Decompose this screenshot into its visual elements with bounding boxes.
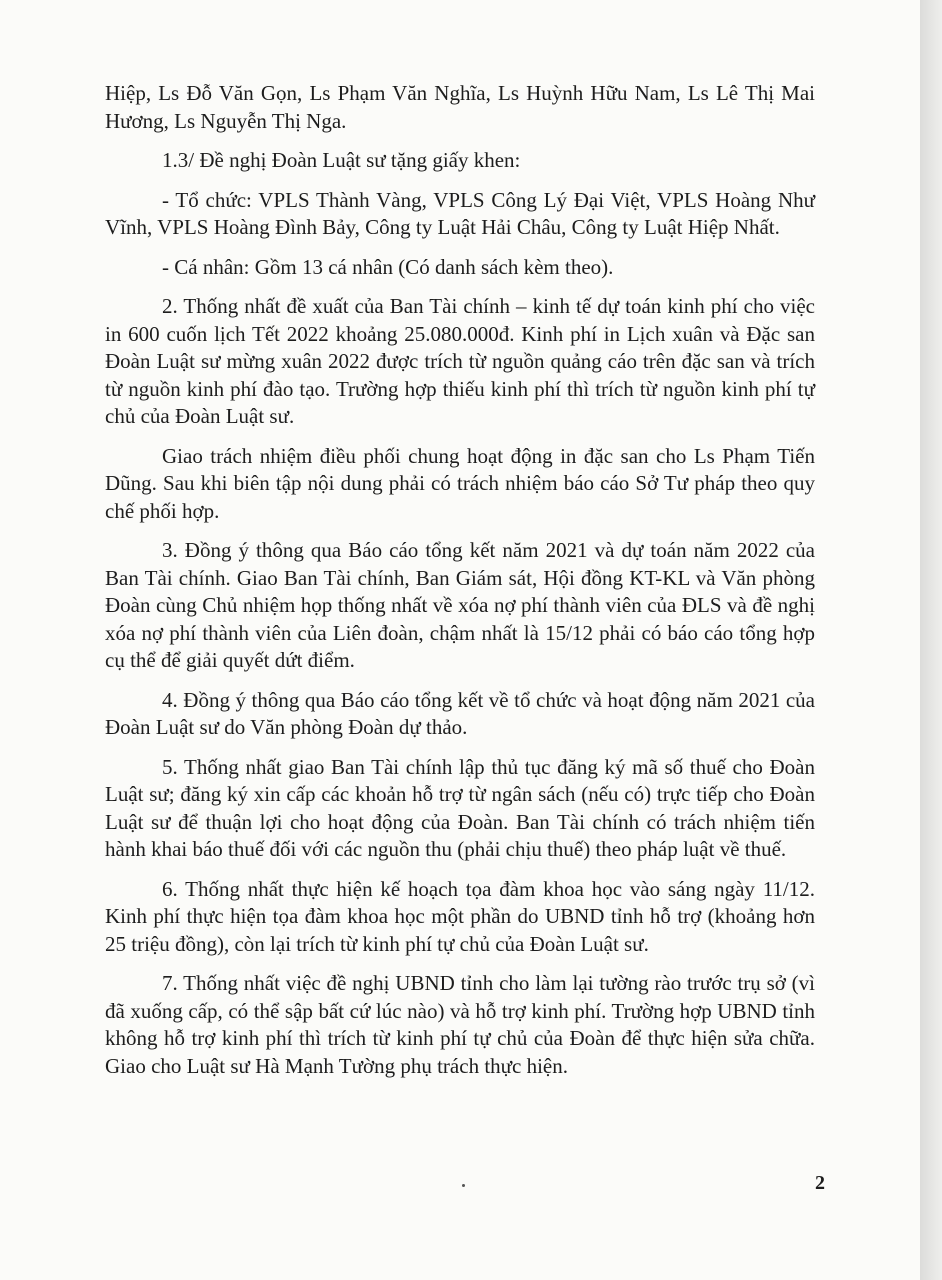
paragraph-award-list-continued: Hiệp, Ls Đỗ Văn Gọn, Ls Phạm Văn Nghĩa, Ls Huỳnh Hữu Nam, Ls Lê Thị Mai Hương, Ls Nguyễn Thị Nga. [105, 81, 815, 133]
document-body [105, 80, 815, 1092]
paragraph-item-2: 2. Thống nhất đề xuất của Ban Tài chính – kinh tế dự toán kinh phí cho việc in 600 cuốn lịch Tết 2022 khoảng 25.080.000đ. Kinh phí in Lịch xuân và Đặc san Đoàn Luật sư mừng xuân 2022 được trích từ nguồn quảng cáo trên đặc san và trích từ nguồn kinh phí đào tạo. Trường hợp thiếu kinh phí thì trích từ nguồn kinh phí tự chủ của Đoàn Luật sư. [105, 294, 815, 428]
page-edge-shadow [920, 0, 942, 1280]
paragraph-individuals: - Cá nhân: Gồm 13 cá nhân (Có danh sách kèm theo). [162, 254, 614, 279]
paragraph-item-6: 6. Thống nhất thực hiện kế hoạch tọa đàm khoa học vào sáng ngày 11/12. Kinh phí thực hiện tọa đàm khoa học một phần do UBND tỉnh hỗ trợ (khoảng hơn 25 triệu đồng), còn lại trích từ kinh phí tự chủ của Đoàn Luật sư. [105, 876, 815, 956]
paragraph-item-4: 4. Đồng ý thông qua Báo cáo tổng kết về tổ chức và hoạt động năm 2021 của Đoàn Luật sư do Văn phòng Đoàn dự thảo. [105, 687, 815, 739]
paragraph-item-7: 7. Thống nhất việc đề nghị UBND tỉnh cho làm lại tường rào trước trụ sở (vì đã xuống cấp, có thể sập bất cứ lúc nào) và hỗ trợ kinh phí. Trường hợp UBND tỉnh không hỗ trợ kinh phí thì trích từ kinh phí tự chủ của Đoàn để thực hiện sửa chữa. Giao cho Luật sư Hà Mạnh Tường phụ trách thực hiện. [105, 971, 815, 1078]
paragraph-item-2-assignment: Giao trách nhiệm điều phối chung hoạt động in đặc san cho Ls Phạm Tiến Dũng. Sau khi biên tập nội dung phải có trách nhiệm báo cáo Sở Tư pháp theo quy chế phối hợp. [105, 443, 815, 523]
paragraph-organizations: - Tổ chức: VPLS Thành Vàng, VPLS Công Lý Đại Việt, VPLS Hoàng Như Vĩnh, VPLS Hoàng Đình Bảy, Công ty Luật Hải Châu, Công ty Luật Hiệp Nhất. [105, 187, 815, 239]
page-number: 2 [815, 1172, 825, 1194]
paragraph-item-5: 5. Thống nhất giao Ban Tài chính lập thủ tục đăng ký mã số thuế cho Đoàn Luật sư; đăng ký xin cấp các khoản hỗ trợ từ ngân sách (nếu có) trực tiếp cho Đoàn Luật sư để thuận lợi cho hoạt động của Đoàn. Ban Tài chính có trách nhiệm tiến hành khai báo thuế đối với các nguồn thu (phải chịu thuế) theo pháp luật về thuế. [105, 754, 815, 861]
paragraph-section-1-3: 1.3/ Đề nghị Đoàn Luật sư tặng giấy khen: [162, 148, 521, 172]
scan-speck [462, 1184, 465, 1187]
paragraph-item-3: 3. Đồng ý thông qua Báo cáo tổng kết năm 2021 và dự toán năm 2022 của Ban Tài chính. Giao Ban Tài chính, Ban Giám sát, Hội đồng KT-KL và Văn phòng Đoàn cùng Chủ nhiệm họp thống nhất về xóa nợ phí thành viên của ĐLS và đề nghị xóa nợ phí thành viên của Liên đoàn, chậm nhất là 15/12 phải có báo cáo tổng hợp cụ thể để giải quyết dứt điểm. [105, 538, 815, 672]
